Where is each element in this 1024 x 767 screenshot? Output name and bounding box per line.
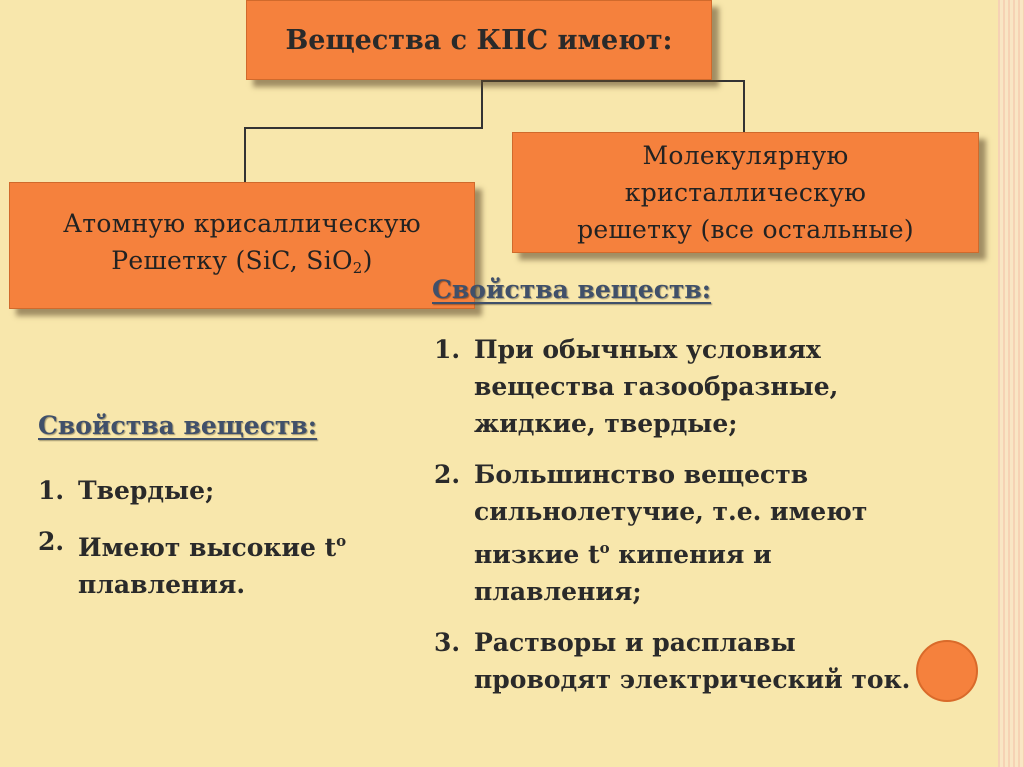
decorative-circle [916,640,978,702]
item-number: 2. [434,460,461,489]
atomic-lattice-line1: Атомную крисаллическую [63,208,421,238]
degree-superscript: o [599,539,610,557]
item-line: плавления; [474,577,642,606]
item-line: плавления. [78,570,246,599]
item-line: сильнолетучие, т.е. имеют [474,497,868,526]
connector-horizontal-top [481,80,745,82]
left-properties-heading: Свойства веществ: [38,411,318,440]
closing-paren: ) [362,245,373,275]
connector-horizontal-left [244,127,483,129]
item-text: кипения и [609,540,772,569]
item-number: 3. [434,628,461,657]
molecular-lattice-label [577,137,914,248]
item-line [474,530,994,573]
item-line: При обычных условиях [474,335,821,364]
root-box [246,0,712,80]
subscript: 2 [352,258,363,277]
item-text: низкие t [474,540,600,569]
molecular-lattice-line2: кристаллическую [624,178,867,207]
item-line [78,523,418,566]
list-item [434,624,994,698]
item-number: 1. [434,335,461,364]
molecular-lattice-box [512,132,979,253]
atomic-lattice-line2 [63,242,421,287]
item-line: Твердые; [78,476,215,505]
item-line: Растворы и расплавы [474,628,796,657]
right-properties-heading: Свойства веществ: [432,275,712,304]
item-number: 2. [38,527,65,556]
item-line: вещества газообразные, [474,372,839,401]
connector-vertical-top [481,80,483,128]
atomic-lattice-label [63,205,421,287]
item-line: проводят электрический ток. [474,665,911,694]
decorative-stripes [998,0,1024,767]
item-line: Большинство веществ [474,460,809,489]
connector-right-drop [743,80,745,132]
molecular-lattice-line1: Молекулярную [642,141,849,170]
right-properties-list [434,331,994,712]
list-item [434,331,994,442]
item-number: 1. [38,476,65,505]
list-item [38,523,418,603]
root-box-label: Вещества с КПС имеют: [285,24,673,56]
item-line: жидкие, твердые; [474,409,738,438]
list-item [38,472,418,509]
atomic-lattice-box [9,182,475,309]
molecular-lattice-line3: решетку (все остальные) [577,215,914,244]
left-properties-list [38,472,418,617]
connector-left-drop [244,127,246,182]
list-item [434,456,994,610]
degree-superscript: o [336,532,347,550]
item-text: Имеют высокие t [78,533,337,562]
atomic-lattice-line2-text: Решетку (SiC, SiO [111,245,353,275]
